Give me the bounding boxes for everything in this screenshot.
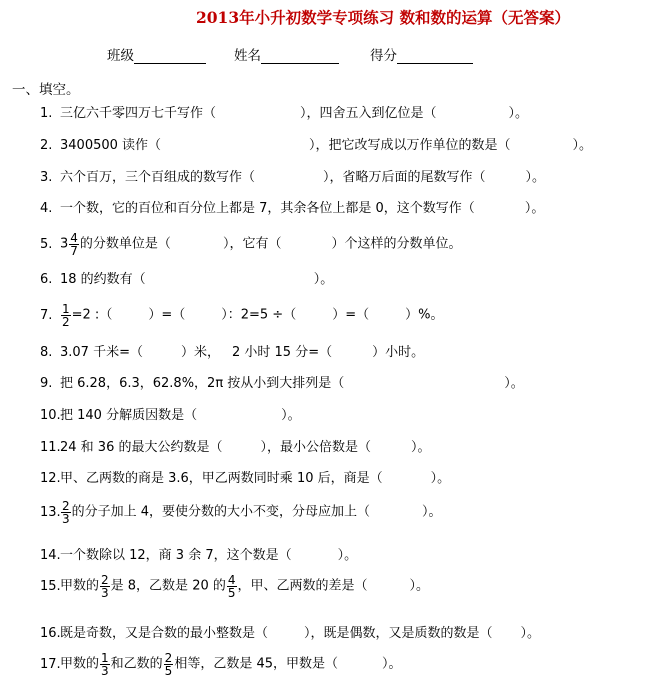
question-text: =2 :（ <box>71 307 113 323</box>
fraction-denominator: 3 <box>101 586 109 600</box>
name-field <box>234 44 339 64</box>
question-14 <box>40 548 357 564</box>
class-blank[interactable] <box>134 49 206 64</box>
fraction-numerator: 2 <box>101 573 109 587</box>
question-text: ），它有（ <box>222 236 282 252</box>
question-6 <box>40 272 333 288</box>
name-label: 姓名 <box>234 48 261 64</box>
question-text: ），省略万后面的尾数写作（ <box>323 170 486 185</box>
question-text: ）=（ <box>332 307 370 323</box>
question-text: ）小时。 <box>372 345 425 360</box>
fraction-numerator: 2 <box>62 499 70 513</box>
question-5 <box>40 232 461 257</box>
question-text: ，甲、乙两数的差是（ <box>237 578 368 594</box>
question-number: 13. <box>40 504 61 520</box>
question-text: ），最小公倍数是（ <box>260 440 371 455</box>
score-label: 得分 <box>370 48 397 64</box>
question-text: 三亿六千零四万七千写作（ <box>60 106 217 121</box>
question-4 <box>40 201 544 217</box>
question-text: 甲数的 <box>60 656 100 672</box>
question-text: 是 8，乙数是 20 的 <box>110 578 226 594</box>
question-text: ）米， <box>180 345 220 360</box>
question-text: ）个这样的分数单位。 <box>331 236 462 252</box>
fraction-numerator: 1 <box>62 302 70 316</box>
question-text: ）：2=5 ÷（ <box>221 307 297 323</box>
fraction <box>100 652 110 677</box>
fraction-numerator: 4 <box>227 573 236 587</box>
question-text: ）。 <box>524 201 545 216</box>
fraction-denominator: 5 <box>227 586 236 600</box>
question-text: 相等，乙数是 45，甲数是（ <box>174 656 338 672</box>
question-10 <box>40 408 301 424</box>
score-blank[interactable] <box>397 49 473 64</box>
fraction <box>100 574 110 599</box>
fraction <box>69 232 79 257</box>
question-number: 2. <box>40 138 53 153</box>
question-11 <box>40 440 431 456</box>
question-text: ）。 <box>337 548 358 563</box>
question-text: ）。 <box>422 504 442 520</box>
question-number: 15. <box>40 578 61 594</box>
question-16 <box>40 626 540 642</box>
question-text: 3.07 千米=（ <box>60 345 143 360</box>
question-number: 14. <box>40 548 61 563</box>
question-text: ）。 <box>313 272 334 287</box>
question-number: 7. <box>40 307 53 323</box>
question-text: ）%。 <box>405 307 444 323</box>
question-text: ），四舍五入到亿位是（ <box>300 106 437 121</box>
question-text: 一个数，它的百位和百分位上都是 7，其余各位上都是 0，这个数写作（ <box>60 201 475 216</box>
question-text: ）。 <box>525 170 546 185</box>
question-text: 的分子加上 4，要使分数的大小不变，分母应加上（ <box>71 504 371 520</box>
question-number: 5. <box>40 236 53 252</box>
question-text: ）。 <box>411 440 431 455</box>
section-heading: 一、填空。 <box>12 82 80 98</box>
page-title: 2013年小升初数学专项练习 数和数的运算（无答案） <box>195 8 571 27</box>
question-number: 11. <box>40 440 61 455</box>
question-text: 和乙数的 <box>110 656 163 672</box>
class-label: 班级 <box>107 48 134 64</box>
fraction-denominator: 3 <box>101 664 109 678</box>
question-3 <box>40 170 545 186</box>
question-1 <box>40 106 528 122</box>
question-7 <box>40 303 443 328</box>
question-9 <box>40 376 524 392</box>
question-text: 2 小时 15 分=（ <box>232 345 333 360</box>
fraction <box>227 574 237 599</box>
question-2 <box>40 138 592 154</box>
question-15 <box>40 574 429 599</box>
question-text: ）。 <box>409 578 430 594</box>
question-number: 8. <box>40 345 53 360</box>
class-field <box>107 44 206 64</box>
score-field <box>370 44 473 64</box>
question-text: ）。 <box>508 106 529 121</box>
question-text: ）。 <box>430 471 451 486</box>
fraction-denominator: 3 <box>62 512 70 526</box>
question-text: 3400500 读作（ <box>60 138 162 153</box>
question-text: 既是奇数，又是合数的最小整数是（ <box>60 626 269 641</box>
question-text: 把 6.28，6.3，62.8%，2π 按从小到大排列是（ <box>60 376 345 391</box>
fraction <box>61 500 71 525</box>
question-17 <box>40 652 402 677</box>
question-number: 17. <box>40 656 61 672</box>
question-text: 六个百万，三个百组成的数写作（ <box>60 170 256 185</box>
question-text: 24 和 36 的最大公约数是（ <box>60 440 223 455</box>
question-text: ），把它改写成以万作单位的数是（ <box>309 138 511 153</box>
question-text: ）。 <box>281 408 301 423</box>
fraction <box>61 303 71 328</box>
name-blank[interactable] <box>261 49 339 64</box>
question-text: 一个数除以 12，商 3 余 7，这个数是（ <box>60 548 292 563</box>
question-text: ）。 <box>572 138 593 153</box>
question-text: ）。 <box>382 656 402 672</box>
fraction-numerator: 1 <box>101 651 109 665</box>
mixed-number-whole: 3 <box>60 236 69 252</box>
question-text: 甲数的 <box>60 578 100 594</box>
question-text: 的分数单位是（ <box>79 236 171 252</box>
question-13 <box>40 500 442 525</box>
question-text: ）。 <box>504 376 524 391</box>
question-12 <box>40 471 450 487</box>
question-text: ），既是偶数，又是质数的数是（ <box>304 626 493 641</box>
fraction-denominator: 7 <box>70 244 78 258</box>
fraction-denominator: 5 <box>164 664 173 678</box>
question-8 <box>40 345 424 361</box>
question-number: 1. <box>40 106 53 121</box>
question-number: 6. <box>40 272 53 287</box>
question-text: 18 的约数有（ <box>60 272 146 287</box>
question-text: ）。 <box>520 626 541 641</box>
fraction-denominator: 2 <box>62 315 70 329</box>
question-text: 甲、乙两数的商是 3.6，甲乙两数同时乘 10 后，商是（ <box>60 471 383 486</box>
question-number: 16. <box>40 626 61 641</box>
question-text: ）=（ <box>148 307 186 323</box>
fraction-numerator: 4 <box>70 231 78 245</box>
question-number: 4. <box>40 201 53 216</box>
question-number: 10. <box>40 408 61 423</box>
question-number: 3. <box>40 170 53 185</box>
question-number: 9. <box>40 376 53 391</box>
question-number: 12. <box>40 471 61 486</box>
question-text: 把 140 分解质因数是（ <box>60 408 198 423</box>
fraction <box>164 652 174 677</box>
fraction-numerator: 2 <box>164 651 173 665</box>
